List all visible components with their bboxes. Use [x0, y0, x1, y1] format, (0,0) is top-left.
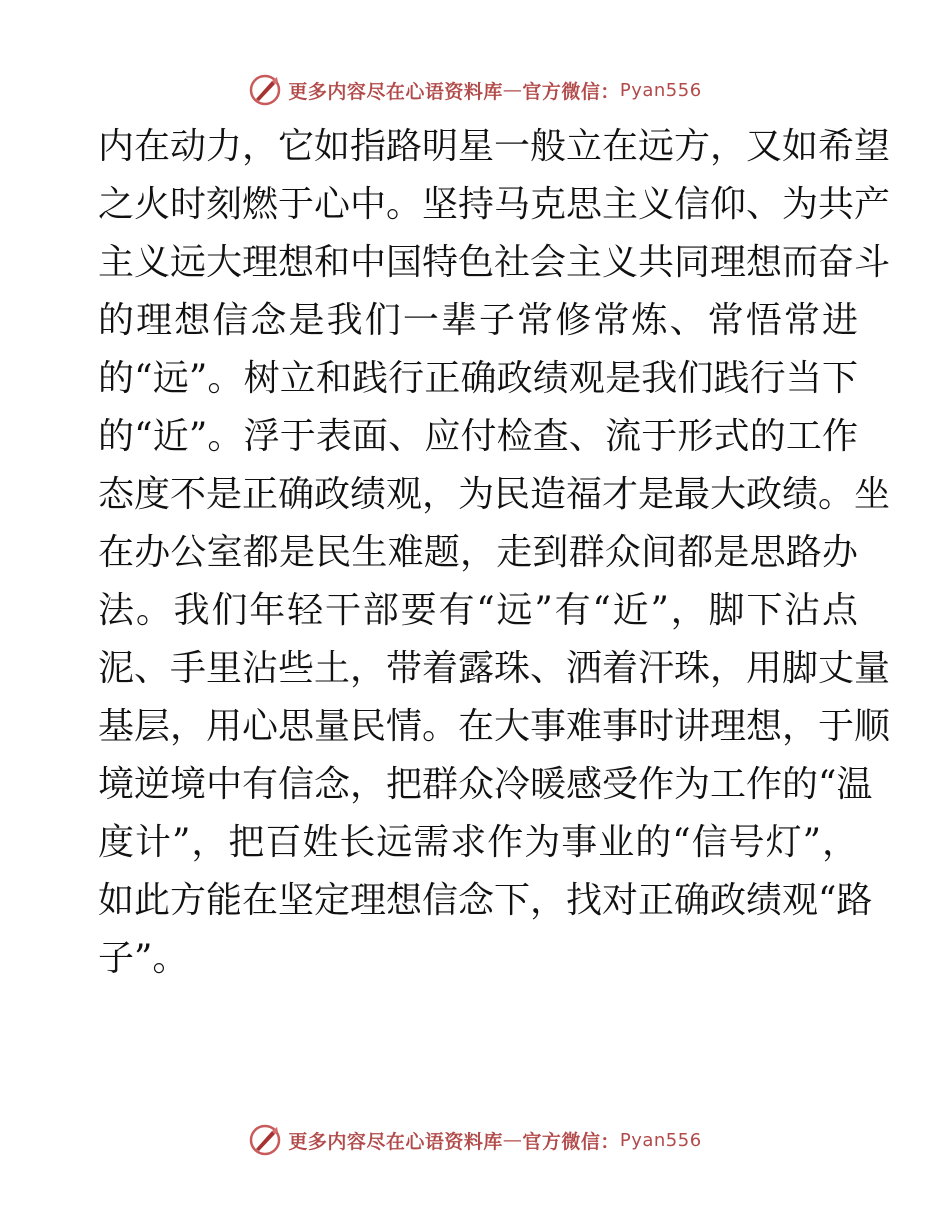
text-line: 如此方能在坚定理想信念下，找对正确政绩观“路	[98, 880, 873, 921]
watermark-label: 官方微信：	[522, 80, 620, 103]
text-line: 境逆境中有信念，把群众冷暖感受作为工作的“温	[98, 764, 873, 805]
text-line: 基层，用心思量民情。在大事难事时讲理想，于顺	[98, 706, 891, 747]
footer-watermark	[0, 1120, 950, 1160]
text-line: 内在动力，它如指路明星一般立在远方，又如希望	[98, 126, 891, 167]
watermark-wechat-id: Pyan556	[619, 79, 702, 101]
header-watermark	[0, 70, 950, 110]
text-line: 的“远”。树立和践行正确政绩观是我们践行当下	[98, 358, 858, 399]
quill-pen-circle-icon	[248, 73, 282, 107]
watermark-separator: —	[502, 1129, 523, 1151]
quill-pen-circle-icon	[248, 1123, 282, 1157]
text-line: 泥、手里沾些土，带着露珠、洒着汗珠，用脚丈量	[98, 648, 891, 689]
document-body	[98, 118, 891, 988]
text-line: 度计”，把百姓长远需求作为事业的“信号灯”，	[98, 822, 858, 863]
watermark-label: 官方微信：	[522, 1130, 620, 1153]
text-line: 态度不是正确政绩观，为民造福才是最大政绩。坐	[98, 474, 891, 515]
text-line: 主义远大理想和中国特色社会主义共同理想而奋斗	[98, 242, 891, 283]
watermark-brand: 更多内容尽在心语资料库	[288, 1130, 503, 1153]
text-line: 子”。	[98, 938, 189, 979]
watermark-wechat-id: Pyan556	[619, 1129, 702, 1151]
text-line: 法。我们年轻干部要有“远”有“近”，脚下沾点	[98, 590, 858, 631]
text-line: 之火时刻燃于心中。坚持马克思主义信仰、为共产	[98, 184, 891, 225]
text-line: 的理想信念是我们一辈子常修常炼、常悟常进	[98, 300, 858, 341]
watermark-separator: —	[502, 79, 523, 101]
text-line: 的“近”。浮于表面、应付检查、流于形式的工作	[98, 416, 858, 457]
text-line: 在办公室都是民生难题，走到群众间都是思路办	[98, 532, 858, 573]
watermark-brand: 更多内容尽在心语资料库	[288, 80, 503, 103]
